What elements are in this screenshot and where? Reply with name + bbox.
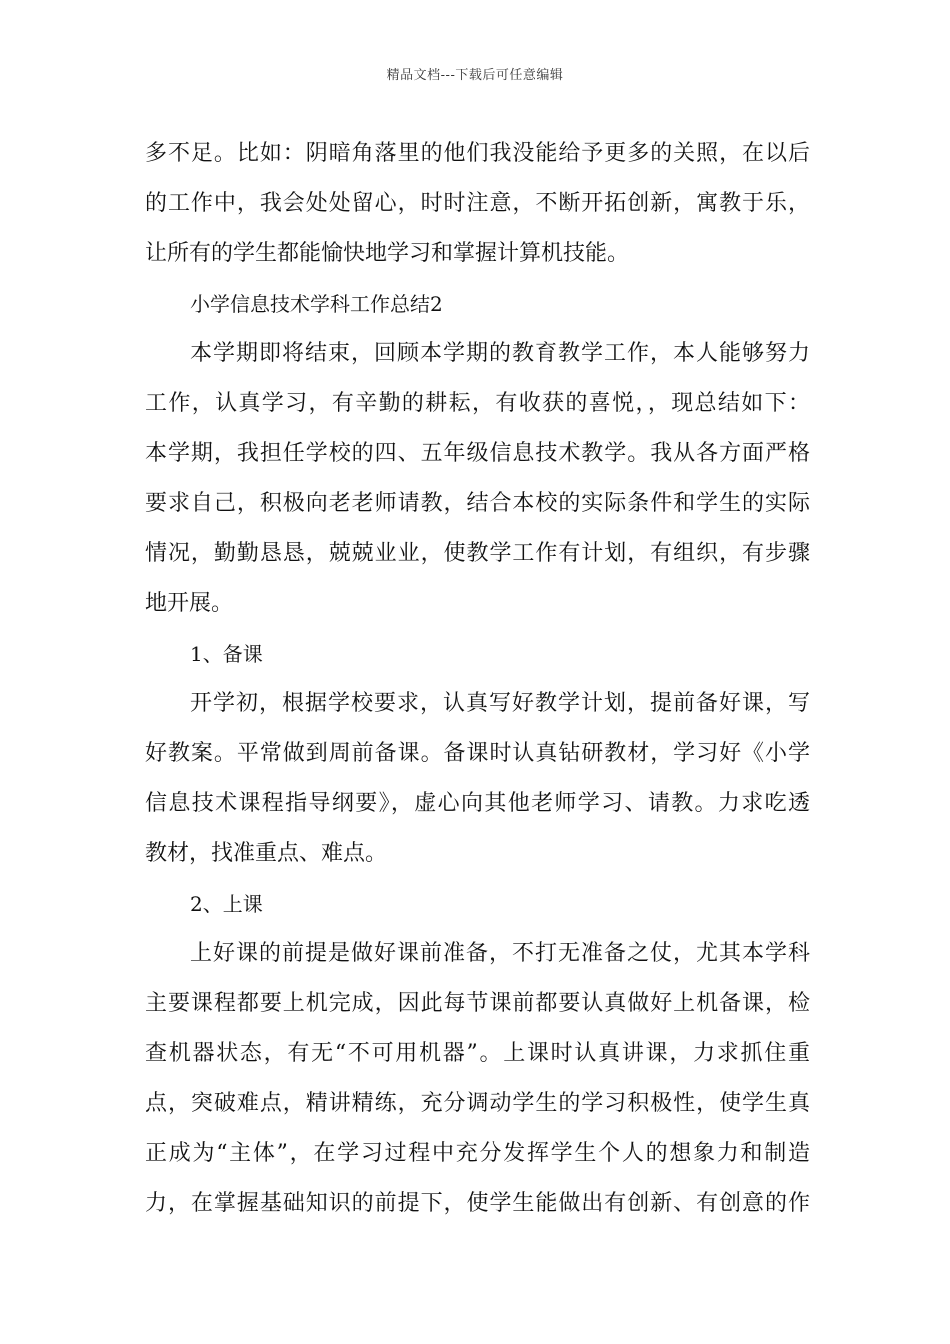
page-header: 精品文档---下载后可任意编辑: [386, 68, 564, 83]
text-line: 多不足。比如：阴暗角落里的他们我没能给予更多的关照，在以后: [145, 141, 810, 166]
text-line: 工作，认真学习，有辛勤的耕耘，有收获的喜悦，，现总结如下：: [145, 391, 810, 416]
text-line: 地开展。: [145, 591, 234, 616]
paragraph-first-line: 开学初，根据学校要求，认真写好教学计划，提前备好课，写: [190, 691, 810, 716]
text-line: 情况，勤勤恳恳，兢兢业业，使教学工作有计划，有组织，有步骤: [145, 541, 810, 566]
text-line: 力，在掌握基础知识的前提下，使学生能做出有创新、有创意的作: [145, 1191, 810, 1216]
paragraph-first-line: 本学期即将结束，回顾本学期的教育教学工作，本人能够努力: [190, 341, 810, 366]
text-line: 点，突破难点，精讲精练，充分调动学生的学习积极性，使学生真: [145, 1091, 810, 1116]
document-body: [145, 129, 810, 1229]
section-heading-class: 2、上课: [190, 892, 263, 916]
text-line: 的工作中，我会处处留心，时时注意，不断开拓创新，寓教于乐，: [145, 191, 810, 216]
text-line: 信息技术课程指导纲要》，虚心向其他老师学习、请教。力求吃透: [145, 791, 810, 816]
text-line: 查机器状态，有无“不可用机器”。上课时认真讲课，力求抓住重: [145, 1041, 810, 1066]
text-line: 本学期，我担任学校的四、五年级信息技术教学。我从各方面严格: [145, 441, 810, 466]
text-line: 好教案。平常做到周前备课。备课时认真钻研教材，学习好《小学: [145, 741, 810, 766]
section-heading: 小学信息技术学科工作总结2: [190, 292, 443, 316]
text-line: 让所有的学生都能愉快地学习和掌握计算机技能。: [145, 241, 630, 266]
text-line: 教材，找准重点、难点。: [145, 841, 388, 866]
paragraph-first-line: 上好课的前提是做好课前准备，不打无准备之仗，尤其本学科: [190, 941, 810, 966]
text-line: 正成为“主体”，在学习过程中充分发挥学生个人的想象力和制造: [145, 1141, 810, 1166]
section-heading-lesson-prep: 1、备课: [190, 642, 263, 666]
text-line: 要求自己，积极向老老师请教，结合本校的实际条件和学生的实际: [145, 491, 810, 516]
text-line: 主要课程都要上机完成，因此每节课前都要认真做好上机备课，检: [145, 991, 810, 1016]
